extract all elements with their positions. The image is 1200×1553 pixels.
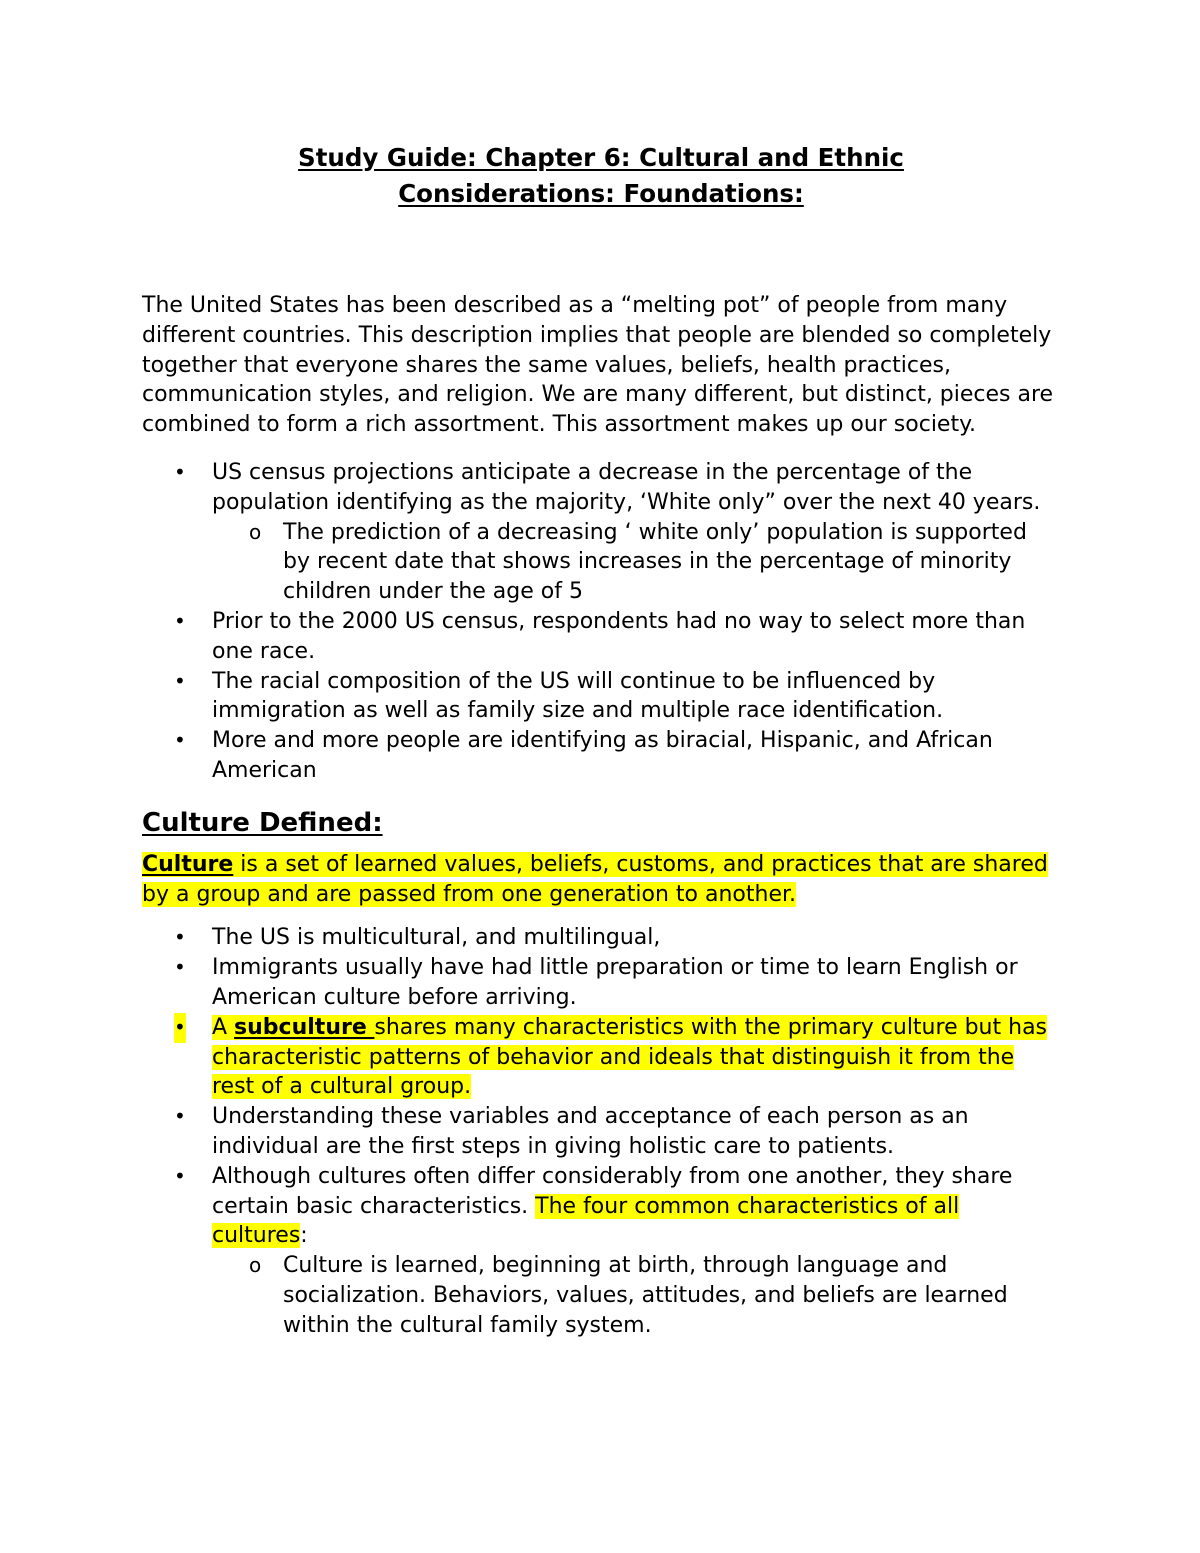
- intro-paragraph: The United States has been described as a “melting pot” of people from many different countries. This description implies that people are blended so completely together that everyone shares the same values, beliefs, health practices, communication styles, and religion. We are many different, but distinct, pieces are combined to form a rich assortment. This assortment makes up our society.: [142, 293, 1054, 438]
- sub-list-item: [212, 518, 1060, 607]
- highlighted-subculture-item: [212, 1015, 1047, 1100]
- culture-bullet-list: [142, 923, 1060, 1340]
- section-heading: [142, 806, 1060, 840]
- definition-text: is a set of learned values, beliefs, customs, and practices that are shared by a group and are passed from one generation to another.: [142, 851, 1048, 907]
- list-item: [142, 667, 1060, 727]
- list-item: [142, 1102, 1060, 1162]
- sub-list-item: [212, 1251, 1060, 1340]
- bullet-marker: •: [174, 668, 186, 693]
- bullet-marker: •: [174, 728, 186, 753]
- sub-list-item-text: Culture is learned, beginning at birth, through language and socialization. Behaviors, values, attitudes, and beliefs are learned within the cultural family system.: [283, 1253, 1008, 1338]
- list-item: [142, 458, 1060, 607]
- list-item-text: :: [300, 1223, 308, 1249]
- highlighted-four-characteristics: The four common characteristics of all cultures: [212, 1193, 960, 1249]
- culture-definition: [142, 850, 1060, 910]
- page-title: [142, 140, 1060, 212]
- bullet-marker: •: [174, 1013, 186, 1043]
- bullet-marker: •: [174, 955, 186, 980]
- list-item-text: The racial composition of the US will continue to be influenced by immigration as well as family size and multiple race identification.: [212, 668, 944, 724]
- section-heading-text: Culture Defined:: [142, 807, 383, 838]
- list-item-text: Immigrants usually have had little preparation or time to learn English or American culture before arriving.: [212, 955, 1018, 1010]
- sub-bullet-marker: o: [249, 1253, 262, 1278]
- bullet-marker: •: [174, 1163, 186, 1188]
- sub-list: [212, 1251, 1060, 1340]
- term-culture: Culture: [142, 851, 234, 877]
- title-line-2: Considerations: Foundations:: [398, 179, 804, 208]
- sub-list: [212, 518, 1060, 607]
- list-item-text: More and more people are identifying as biracial, Hispanic, and African American: [212, 728, 993, 783]
- list-item: [142, 1162, 1060, 1341]
- sub-bullet-marker: o: [249, 519, 262, 544]
- sub-list-item-text: The prediction of a decreasing ‘ white only’ population is supported by recent date that shows increases in the percentage of minority children under the age of 5: [283, 519, 1027, 605]
- bullet-marker: •: [174, 925, 186, 950]
- list-item: [142, 607, 1060, 667]
- list-item: [142, 1013, 1060, 1102]
- term-subculture: subculture: [234, 1014, 375, 1040]
- list-item-text: Prior to the 2000 US census, respondents had no way to select more than one race.: [212, 608, 1026, 664]
- highlighted-definition: [142, 852, 1048, 907]
- list-item-text: A: [212, 1014, 235, 1040]
- list-item-text: Understanding these variables and acceptance of each person as an individual are the first steps in giving holistic care to patients.: [212, 1104, 969, 1159]
- list-item: [142, 726, 1060, 786]
- list-item-text: US census projections anticipate a decrease in the percentage of the population identifying as the majority, ‘White only” over the next 40 years.: [212, 459, 1041, 515]
- list-item-text: shares many characteristics with the primary culture but has characteristic patterns of behavior and ideals that distinguish it from the rest of a cultural group.: [212, 1014, 1048, 1100]
- list-item-text: Although cultures often differ considerably from one another, they share certain basic characteristics.: [212, 1163, 1013, 1219]
- list-item: [142, 953, 1060, 1013]
- bullet-marker: •: [174, 459, 186, 484]
- census-bullet-list: [142, 458, 1060, 786]
- list-item: [142, 923, 1060, 953]
- title-line-1: Study Guide: Chapter 6: Cultural and Ethnic: [298, 143, 904, 172]
- bullet-marker: •: [174, 1104, 186, 1129]
- list-item-text: The US is multicultural, and multilingual,: [212, 925, 661, 951]
- bullet-marker: •: [174, 608, 186, 633]
